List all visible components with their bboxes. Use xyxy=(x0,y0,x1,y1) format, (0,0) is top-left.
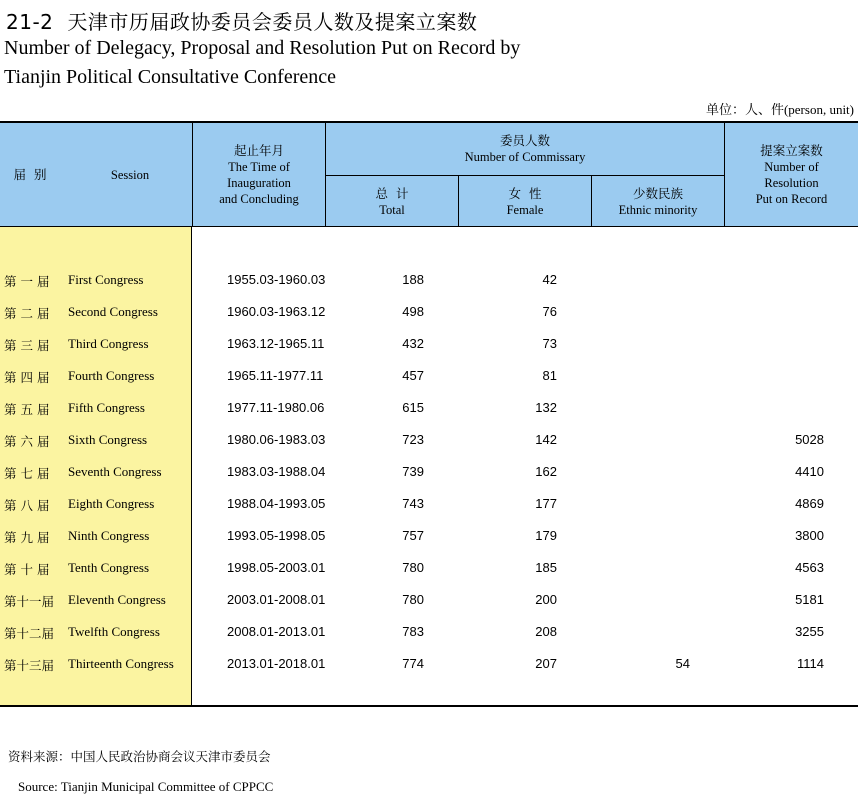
header-resolution-en2: Resolution xyxy=(764,176,819,190)
resolution-cell: 5028 xyxy=(795,432,824,447)
session-cn-cell: 第 三 届 xyxy=(4,338,50,353)
female-cell: 142 xyxy=(535,432,557,447)
total-cell: 757 xyxy=(402,528,424,543)
header-session-cn-text: 届 别 xyxy=(13,167,47,182)
header-total-cn: 总 计 xyxy=(375,185,409,201)
source-note-cn: 资料来源：中国人民政治协商会议天津市委员会 xyxy=(8,749,271,764)
total-cell: 780 xyxy=(402,592,424,607)
time-cell: 2013.01-2018.01 xyxy=(227,656,326,671)
resolution-cell: 4410 xyxy=(795,464,824,479)
total-cell: 774 xyxy=(402,656,424,671)
session-cn-cell: 第 五 届 xyxy=(4,402,50,417)
header-session-en xyxy=(80,123,180,227)
page-title-en-line1: Number of Delegacy, Proposal and Resolution Put on Record by xyxy=(4,37,521,59)
total-cell: 498 xyxy=(402,304,424,319)
table-number: 21-2 xyxy=(6,10,54,34)
session-cn-cell: 第十三届 xyxy=(4,658,55,673)
total-cell: 188 xyxy=(402,272,424,287)
female-cell: 207 xyxy=(535,656,557,671)
header-time-en1: The Time of xyxy=(228,160,290,174)
header-divider xyxy=(325,175,725,176)
session-cn-cell: 第十二届 xyxy=(4,626,55,641)
unit-cn: 单位：人、件 xyxy=(705,103,784,118)
session-en-cell: Tenth Congress xyxy=(68,560,150,575)
female-cell: 200 xyxy=(535,592,557,607)
total-cell: 615 xyxy=(402,400,424,415)
header-divider xyxy=(458,175,459,226)
resolution-cell: 3800 xyxy=(795,528,824,543)
source-note-en: Source: Tianjin Municipal Committee of CPPCC xyxy=(18,779,274,794)
table-row xyxy=(0,489,858,521)
total-cell: 457 xyxy=(402,368,424,383)
table-row xyxy=(0,457,858,489)
unit-label xyxy=(706,99,854,118)
header-ethnic xyxy=(592,176,724,227)
session-cn-cell: 第 八 届 xyxy=(4,498,50,513)
header-commissary xyxy=(326,123,724,175)
table-header xyxy=(0,121,858,227)
unit-en: (person, unit) xyxy=(783,102,854,117)
page-title-en-line2: Tianjin Political Consultative Conference xyxy=(4,66,336,88)
header-resolution-en3: Put on Record xyxy=(755,192,828,206)
female-cell: 132 xyxy=(535,400,557,415)
session-cn-cell: 第 九 届 xyxy=(4,530,50,545)
session-en-cell: Eleventh Congress xyxy=(68,592,166,607)
time-cell: 1983.03-1988.04 xyxy=(227,464,326,479)
session-en-cell: Fourth Congress xyxy=(68,368,155,383)
table-row xyxy=(0,521,858,553)
header-resolution-en1: Number of xyxy=(764,160,819,174)
session-en-cell: Ninth Congress xyxy=(68,528,150,543)
header-time xyxy=(193,123,325,227)
time-cell: 1980.06-1983.03 xyxy=(227,432,326,447)
time-cell: 1988.04-1993.05 xyxy=(227,496,326,511)
session-en-cell: Third Congress xyxy=(68,336,149,351)
table-row xyxy=(0,297,858,329)
female-cell: 185 xyxy=(535,560,557,575)
header-female xyxy=(459,176,591,227)
table-body xyxy=(0,227,858,707)
session-en-cell: First Congress xyxy=(68,272,144,287)
female-cell: 42 xyxy=(542,272,557,287)
header-female-cn: 女 性 xyxy=(508,185,542,201)
resolution-cell: 4869 xyxy=(795,496,824,511)
header-resolution xyxy=(725,123,858,227)
session-en-cell: Thirteenth Congress xyxy=(68,656,174,671)
table-row xyxy=(0,617,858,649)
header-ethnic-cn: 少数民族 xyxy=(632,185,683,201)
header-time-en2: Inauguration xyxy=(227,176,291,190)
header-total-en: Total xyxy=(379,202,405,217)
header-total xyxy=(326,176,458,227)
female-cell: 162 xyxy=(535,464,557,479)
header-ethnic-en: Ethnic minority xyxy=(618,202,698,217)
header-commissary-cn: 委员人数 xyxy=(499,133,550,148)
table-row xyxy=(0,361,858,393)
header-session-cn xyxy=(0,123,60,227)
resolution-cell: 1114 xyxy=(797,656,824,671)
resolution-cell: 4563 xyxy=(795,560,824,575)
session-en-cell: Seventh Congress xyxy=(68,464,162,479)
header-divider xyxy=(591,175,592,226)
female-cell: 208 xyxy=(535,624,557,639)
session-cn-cell: 第 一 届 xyxy=(4,274,50,289)
session-cn-cell: 第 七 届 xyxy=(4,466,50,481)
header-female-en: Female xyxy=(506,202,544,217)
header-time-cn: 起止年月 xyxy=(233,143,284,158)
resolution-cell: 5181 xyxy=(795,592,824,607)
header-divider xyxy=(192,123,193,226)
session-en-cell: Sixth Congress xyxy=(68,432,148,447)
time-cell: 1977.11-1980.06 xyxy=(227,400,325,415)
page-title-cn xyxy=(6,6,477,35)
table-row xyxy=(0,425,858,457)
female-cell: 76 xyxy=(542,304,557,319)
total-cell: 783 xyxy=(402,624,424,639)
session-cn-cell: 第 十 届 xyxy=(4,562,50,577)
session-cn-cell: 第十一届 xyxy=(4,594,55,609)
total-cell: 739 xyxy=(402,464,424,479)
time-cell: 1963.12-1965.11 xyxy=(227,336,325,351)
total-cell: 432 xyxy=(402,336,424,351)
table-row xyxy=(0,553,858,585)
session-en-cell: Twelfth Congress xyxy=(68,624,160,639)
ethnic-cell: 54 xyxy=(675,656,690,671)
time-cell: 1955.03-1960.03 xyxy=(227,272,326,287)
time-cell: 1993.05-1998.05 xyxy=(227,528,326,543)
session-en-cell: Second Congress xyxy=(68,304,158,319)
session-en-cell: Fifth Congress xyxy=(68,400,145,415)
session-cn-cell: 第 六 届 xyxy=(4,434,50,449)
time-cell: 1960.03-1963.12 xyxy=(227,304,326,319)
time-cell: 1998.05-2003.01 xyxy=(227,560,326,575)
time-cell: 1965.11-1977.11 xyxy=(227,368,324,383)
session-cn-cell: 第 四 届 xyxy=(4,370,50,385)
total-cell: 780 xyxy=(402,560,424,575)
female-cell: 179 xyxy=(535,528,557,543)
table-row xyxy=(0,649,858,681)
time-cell: 2008.01-2013.01 xyxy=(227,624,326,639)
table-row xyxy=(0,329,858,361)
table-row xyxy=(0,585,858,617)
total-cell: 723 xyxy=(402,432,424,447)
resolution-cell: 3255 xyxy=(795,624,824,639)
table-row xyxy=(0,393,858,425)
header-commissary-en: Number of Commissary xyxy=(464,150,586,164)
session-en-cell: Eighth Congress xyxy=(68,496,155,511)
female-cell: 177 xyxy=(535,496,557,511)
table-row xyxy=(0,265,858,297)
header-resolution-cn: 提案立案数 xyxy=(760,143,823,158)
female-cell: 73 xyxy=(542,336,557,351)
time-cell: 2003.01-2008.01 xyxy=(227,592,326,607)
header-time-en3: and Concluding xyxy=(219,192,299,206)
session-cn-cell: 第 二 届 xyxy=(4,306,50,321)
female-cell: 81 xyxy=(542,368,557,383)
data-table xyxy=(0,121,858,707)
title-cn-text: 天津市历届政协委员会委员人数及提案立案数 xyxy=(67,10,478,34)
header-session-en-text: Session xyxy=(110,168,150,182)
total-cell: 743 xyxy=(402,496,424,511)
